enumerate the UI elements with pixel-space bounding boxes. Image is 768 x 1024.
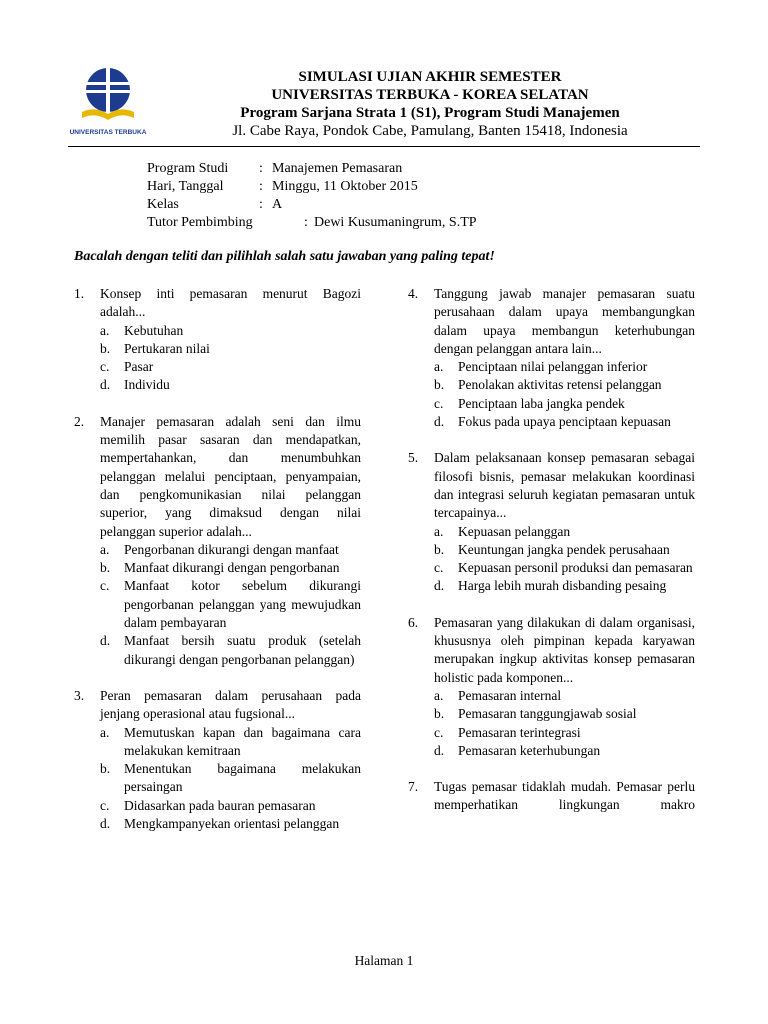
question-stem: Tanggung jawab manajer pemasaran suatu perusahaan dalam upaya membangungkan dalam upaya membangun keterhubungan dengan pelanggan antara lain... <box>434 286 695 356</box>
info-colon: : <box>259 161 263 176</box>
info-colon: : <box>259 179 263 194</box>
universitas-terbuka-logo <box>68 64 148 140</box>
option-d: d. Pemasaran keterhubungan <box>434 742 601 758</box>
option-d: d. Mengkampanyekan orientasi pelanggan <box>100 816 340 832</box>
question-3 <box>74 687 361 833</box>
option-c: c. Didasarkan pada bauran pemasaran <box>100 797 316 813</box>
question-number: 4. <box>408 286 419 301</box>
option-a: a. Pengorbanan dikurangi dengan manfaat <box>100 541 339 557</box>
question-stem: Pemasaran yang dilakukan di dalam organisasi, khususnya oleh pimpinan kepada karyawan merupakan ingkup aktivitas konsep pemasaran holistic pada komponen... <box>434 614 695 685</box>
question-7 <box>408 778 695 815</box>
option-c: c. Penciptaan laba jangka pendek <box>434 395 625 411</box>
option-d: d. Harga lebih murah disbanding pesaing <box>434 578 667 594</box>
question-number: 3. <box>74 687 85 703</box>
info-label: Hari, Tanggal <box>147 179 224 194</box>
info-colon: : <box>259 197 263 212</box>
info-label: Tutor Pembimbing <box>147 215 253 230</box>
question-number: 6. <box>408 614 419 630</box>
question-number: 5. <box>408 450 419 466</box>
option-b: b. Keuntungan jangka pendek perusahaan <box>434 541 670 557</box>
question-5 <box>408 449 695 595</box>
question-stem: Konsep inti pemasaran menurut Bagozi adalah... <box>100 286 361 320</box>
option-a: a. Pemasaran internal <box>434 687 562 703</box>
option-a: a. Memutuskan kapan dan bagaimana cara melakukan kemitraan <box>100 724 361 758</box>
option-c: c. Pemasaran terintegrasi <box>434 724 581 740</box>
option-a: a. Kepuasan pelanggan <box>434 523 571 539</box>
info-value: A <box>272 197 283 212</box>
option-c: c. Pasar <box>100 359 154 375</box>
logo-text: UNIVERSITAS TERBUKA <box>69 129 147 136</box>
question-stem: Manajer pemasaran adalah seni dan ilmu memilih pasar sasaran dan mendapatkan, mempertahankan, dan menumbuhkan pelanggan melalui penciptaan, penyampaian, dan pengkomunikasian nilai pelanggan superior, yang dimaksud dengan nilai pelanggan superior adalah... <box>100 413 361 539</box>
question-number: 1. <box>74 286 85 301</box>
question-stem: Tugas pemasar tidaklah mudah. Pemasar perlu memperhatikan lingkungan makro <box>434 779 695 813</box>
info-colon: : <box>304 215 308 230</box>
option-a: a. Kebutuhan <box>100 322 184 338</box>
university-name: UNIVERSITAS TERBUKA - KOREA SELATAN <box>271 87 589 103</box>
program-name: Program Sarjana Strata 1 (S1), Program Studi Manajemen <box>240 105 620 121</box>
option-d: d. Manfaat bersih suatu produk (setelah dikurangi dengan pengorbanan pelanggan) <box>100 633 361 667</box>
exam-title: SIMULASI UJIAN AKHIR SEMESTER <box>298 69 562 85</box>
option-d: d. Individu <box>100 377 170 393</box>
question-number: 2. <box>74 413 85 429</box>
instructions: Bacalah dengan teliti dan pilihlah salah satu jawaban yang paling tepat! <box>74 249 495 264</box>
option-b: b. Menentukan bagaimana melakukan persaingan <box>100 761 361 795</box>
question-1 <box>74 285 361 395</box>
info-label: Program Studi <box>147 161 229 176</box>
header-divider <box>68 146 700 147</box>
question-4 <box>408 285 695 431</box>
question-column-left <box>74 285 361 851</box>
option-b: b. Manfaat dikurangi dengan pengorbanan <box>100 560 340 576</box>
option-c: c. Kepuasan personil produksi dan pemasaran <box>434 560 693 576</box>
question-column-right <box>408 285 695 833</box>
question-number: 7. <box>408 779 419 795</box>
question-2 <box>74 413 361 669</box>
info-value: Manajemen Pemasaran <box>272 161 403 176</box>
question-stem: Dalam pelaksanaan konsep pemasaran sebagai filosofi bisnis, pemasar melakukan koordinasi dan integrasi seluruh kegiatan pemasaran untuk tercapainya... <box>434 450 695 521</box>
info-value: Dewi Kusumaningrum, S.TP <box>314 215 477 230</box>
question-6 <box>408 614 695 760</box>
option-c: c. Manfaat kotor sebelum dikurangi pengorbanan pelanggan yang mewujudkan dalam pembayaran <box>100 578 361 631</box>
option-a: a. Penciptaan nilai pelanggan inferior <box>434 359 648 375</box>
page-number: Halaman 1 <box>354 953 414 968</box>
address: Jl. Cabe Raya, Pondok Cabe, Pamulang, Banten 15418, Indonesia <box>232 123 628 139</box>
option-d: d. Fokus pada upaya penciptaan kepuasan <box>434 414 671 430</box>
option-b: b. Pertukaran nilai <box>100 340 210 356</box>
info-value: Minggu, 11 Oktober 2015 <box>272 179 418 194</box>
option-b: b. Pemasaran tanggungjawab sosial <box>434 706 637 722</box>
question-stem: Peran pemasaran dalam perusahaan pada jenjang operasional atau fugsional... <box>100 687 361 722</box>
info-label: Kelas <box>147 197 179 212</box>
option-b: b. Penolakan aktivitas retensi pelanggan <box>434 377 662 393</box>
